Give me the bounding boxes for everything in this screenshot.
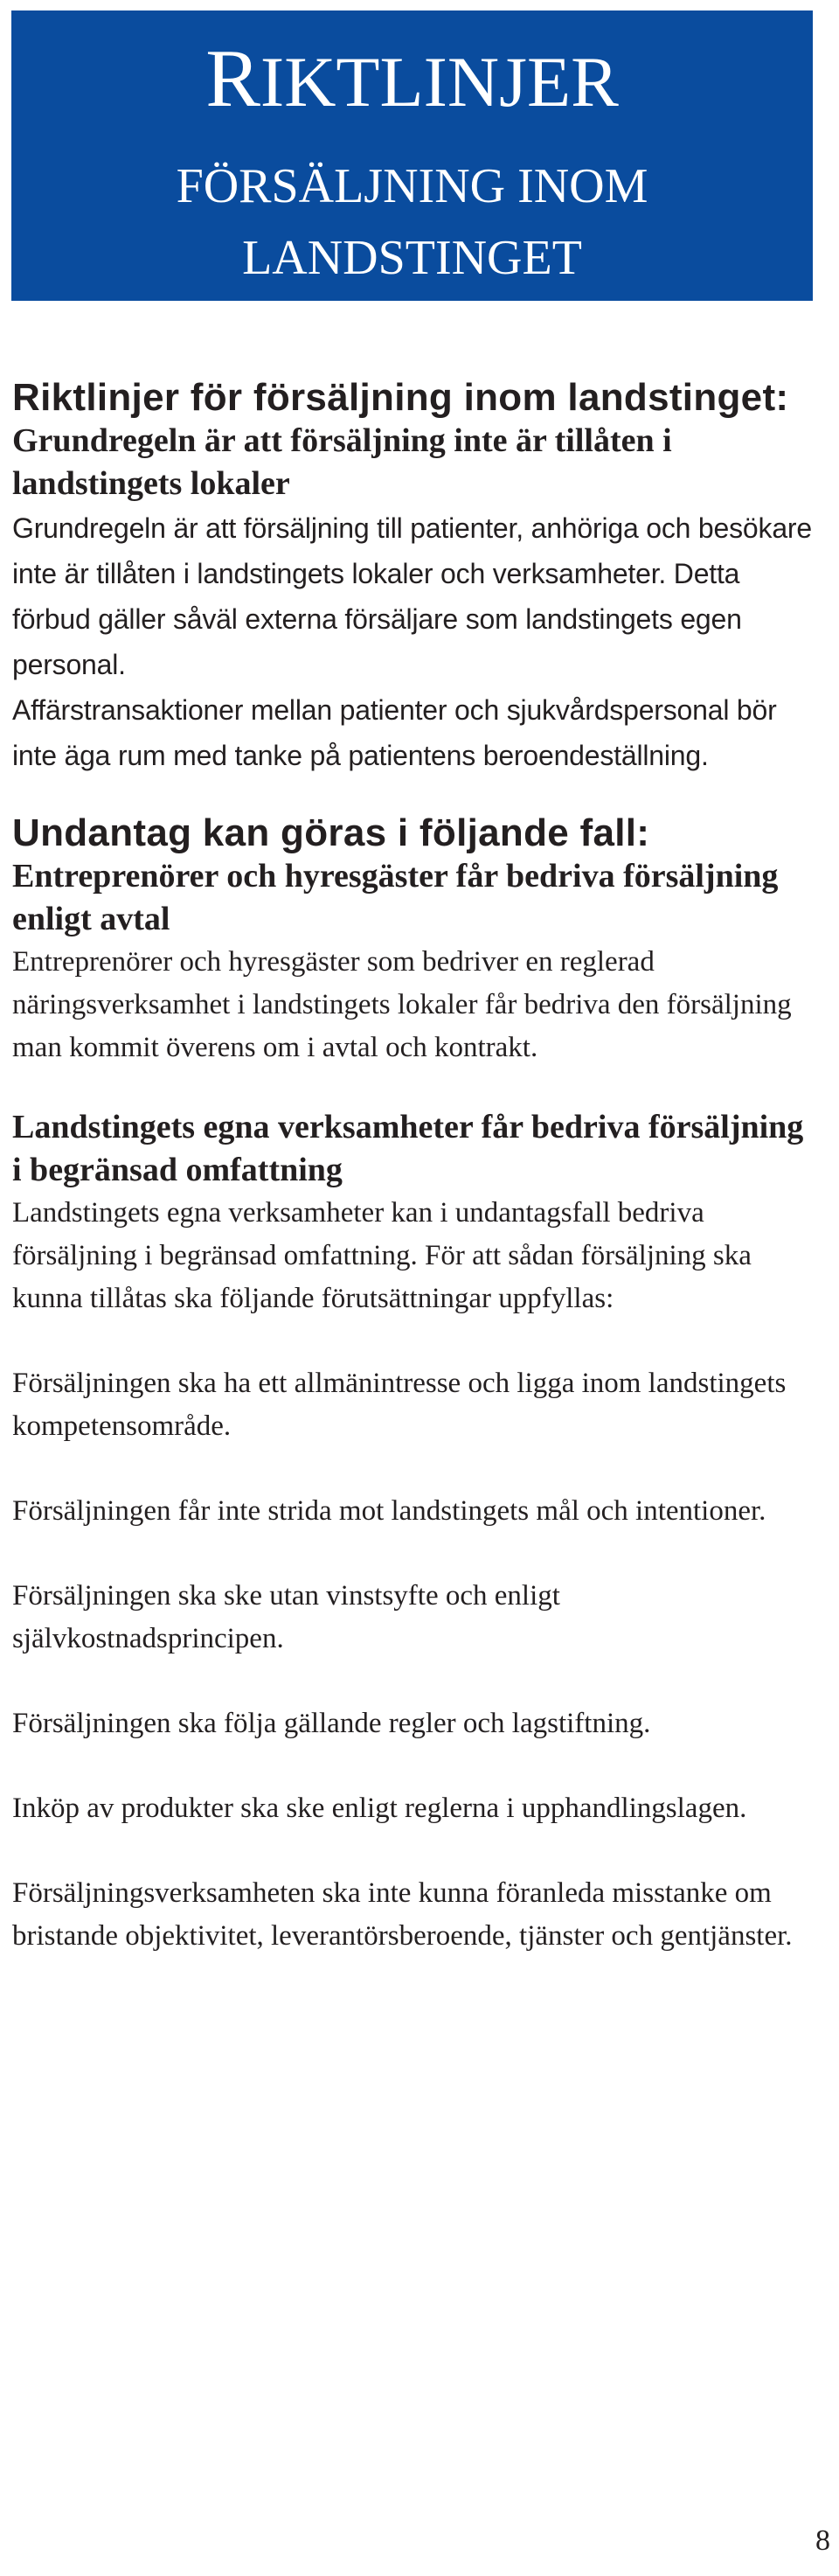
banner-subtitle-line2: LANDSTINGET	[242, 231, 582, 285]
condition-item: Försäljningen ska ha ett allmänintresse och ligga inom landstingets kompetensområde.	[12, 1368, 787, 1442]
section-heading-guidelines: Riktlinjer för försäljning inom landstinget:	[12, 376, 789, 419]
document-body	[12, 376, 815, 1958]
section-exceptions	[12, 811, 815, 1069]
page-number: 8	[815, 2524, 830, 2557]
banner-title-rest: IKTLINJER	[260, 42, 619, 122]
subheading-own-operations: Landstingets egna verksamheter får bedriva försäljning i begränsad omfattning	[12, 1109, 804, 1188]
condition-item: Försäljningen ska följa gällande regler och lagstiftning.	[12, 1708, 651, 1739]
section-general-rule	[12, 376, 815, 778]
paragraph-transactions: Affärstransaktioner mellan patienter och sjukvårdspersonal bör inte äga rum med tanke på patientens beroendeställning.	[12, 694, 777, 771]
banner-title	[11, 33, 813, 124]
banner-subtitle-line1: FÖRSÄLJNING INOM	[176, 159, 648, 213]
section-heading-exceptions: Undantag kan göras i följande fall:	[12, 811, 650, 854]
condition-item: Försäljningen ska ske utan vinstsyfte och enligt självkostnadsprincipen.	[12, 1580, 560, 1654]
subheading-general-rule: Grundregeln är att försäljning inte är tillåten i landstingets lokaler	[12, 422, 672, 502]
paragraph-general-rule: Grundregeln är att försäljning till patienter, anhöriga och besökare inte är tillåten i landstingets lokaler och verksamheter. Detta förbud gäller såväl externa försäljare som landstingets egen personal.	[12, 512, 812, 680]
subheading-contractors: Entreprenörer och hyresgäster får bedriva försäljning enligt avtal	[12, 858, 779, 937]
condition-item: Försäljningsverksamheten ska inte kunna föranleda misstanke om bristande objektivitet, leverantörsberoende, tjänster och gentjänster.	[12, 1877, 793, 1952]
title-banner	[11, 10, 813, 301]
section-own-operations	[12, 1106, 815, 1958]
paragraph-own-operations-intro: Landstingets egna verksamheter kan i undantagsfall bedriva försäljning i begränsad omfattning. För att sådan försäljning ska kunna tillåtas ska följande förutsättningar uppfyllas:	[12, 1197, 752, 1314]
paragraph-contractors: Entreprenörer och hyresgäster som bedriver en reglerad näringsverksamhet i landstingets lokaler får bedriva den försäljning man kommit överens om i avtal och kontrakt.	[12, 946, 792, 1063]
banner-title-initial: R	[205, 33, 260, 124]
condition-item: Inköp av produkter ska ske enligt reglerna i upphandlingslagen.	[12, 1793, 747, 1824]
condition-item: Försäljningen får inte strida mot landstingets mål och intentioner.	[12, 1495, 766, 1527]
